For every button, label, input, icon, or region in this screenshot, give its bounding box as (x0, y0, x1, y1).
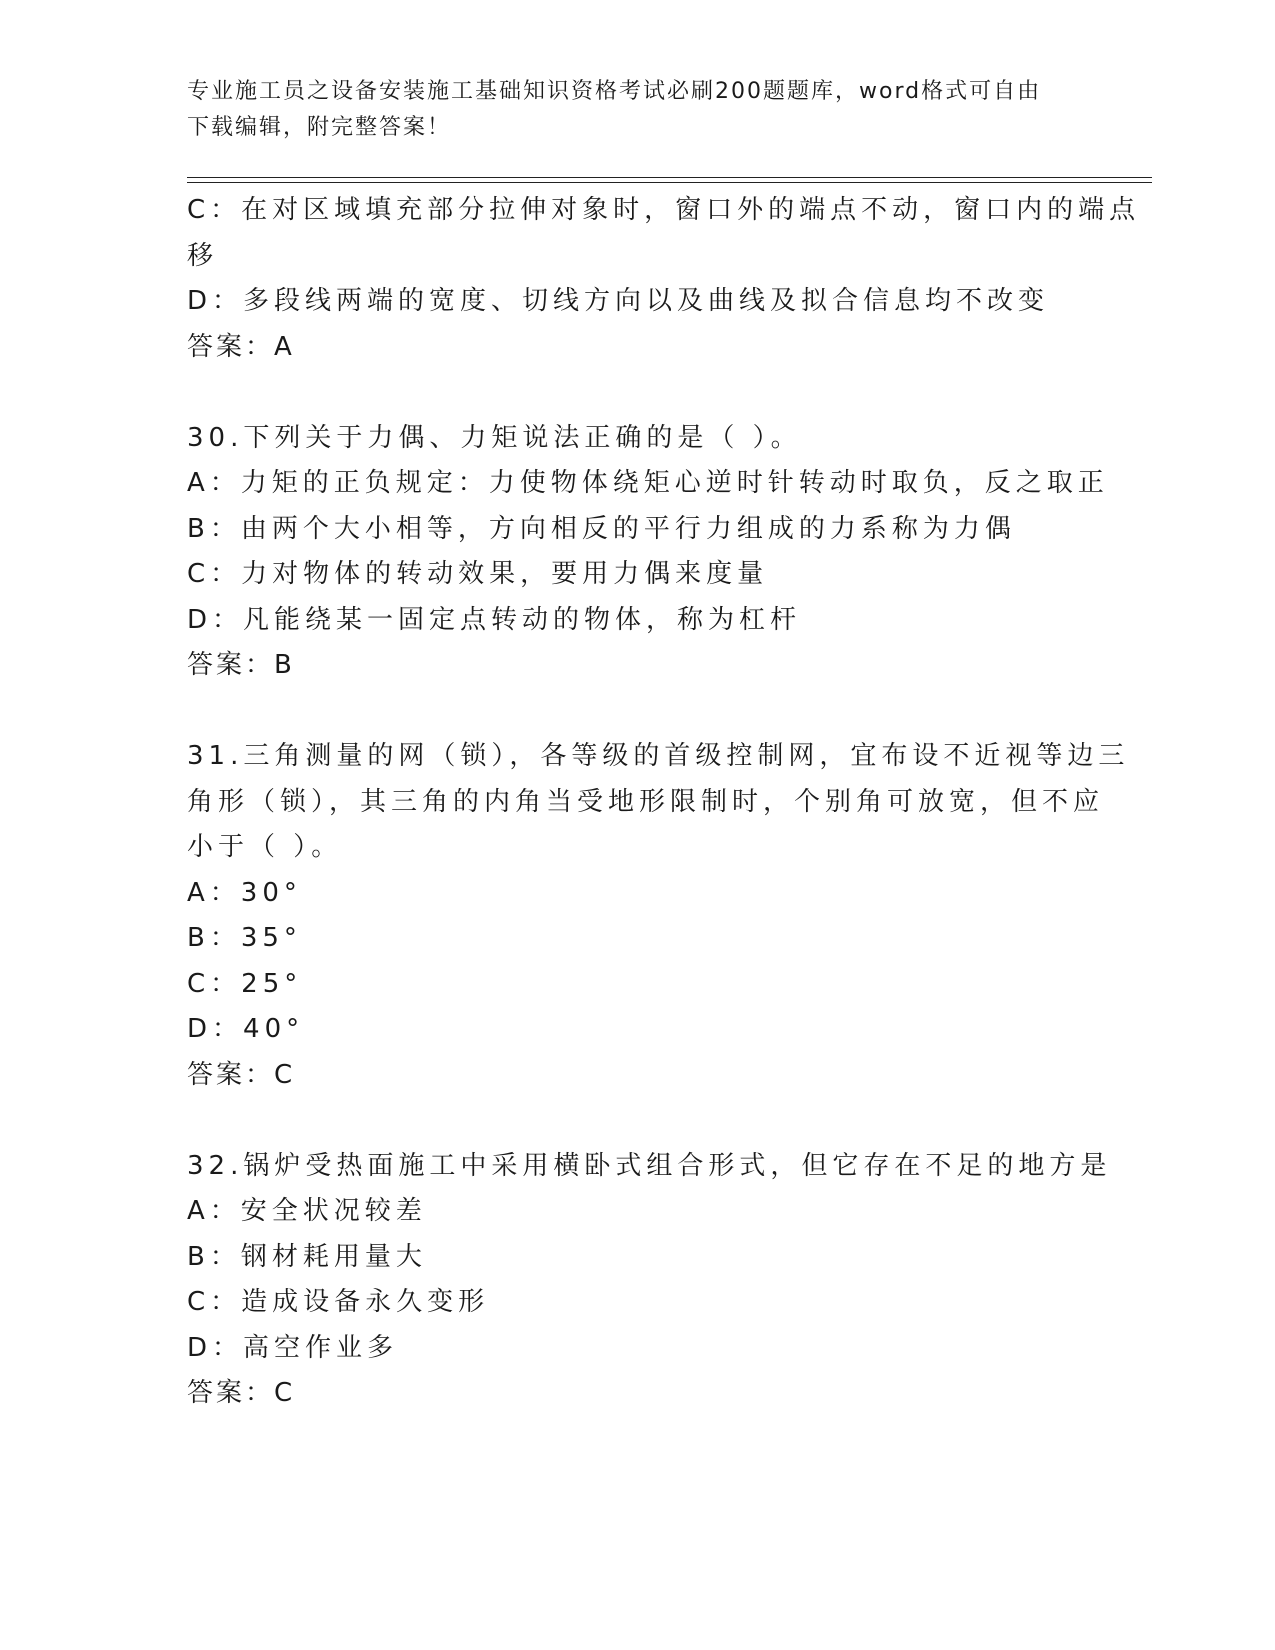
option-c-continued: 移 (187, 240, 219, 271)
answer: 答案：B (187, 650, 295, 680)
option-c: C：25° (187, 968, 303, 999)
header-divider-top (187, 177, 1152, 178)
question-stem: 30.下列关于力偶、力矩说法正确的是（ ）。 (187, 422, 802, 453)
document-header (187, 74, 1067, 146)
option-b: B：由两个大小相等，方向相反的平行力组成的力系称为力偶 (187, 513, 1016, 544)
option-b: B：钢材耗用量大 (187, 1241, 427, 1272)
spacer (187, 1098, 1087, 1144)
answer: 答案：C (187, 1378, 296, 1408)
header-line-1: 专业施工员之设备安装施工基础知识资格考试必刷200题题库，word格式可自由 (187, 79, 1042, 104)
question-stem-line-2: 角形（锁），其三角的内角当受地形限制时，个别角可放宽，但不应 (187, 786, 1105, 817)
question-block-30 (187, 416, 1109, 689)
option-d: D：多段线两端的宽度、切线方向以及曲线及拟合信息均不改变 (187, 286, 1050, 316)
option-c: C：造成设备永久变形 (187, 1287, 490, 1317)
option-d: D：凡能绕某一固定点转动的物体，称为杠杆 (187, 604, 802, 635)
question-stem-line-3: 小于（ ）。 (187, 832, 343, 862)
option-b: B：35° (187, 923, 302, 953)
answer: 答案：A (187, 331, 295, 362)
header-line-2: 下载编辑，附完整答案！ (187, 115, 452, 140)
question-block-29-continued (187, 188, 1141, 370)
option-a: A：安全状况较差 (187, 1196, 427, 1226)
option-a: A：30° (187, 877, 302, 908)
answer: 答案：C (187, 1059, 296, 1090)
question-block-32 (187, 1144, 1112, 1417)
question-stem: 32.锅炉受热面施工中采用横卧式组合形式，但它存在不足的地方是 (187, 1150, 1112, 1181)
spacer (187, 689, 1087, 735)
question-stem-line-1: 31.三角测量的网（锁），各等级的首级控制网，宜布设不近视等边三 (187, 741, 1130, 771)
option-c: C：力对物体的转动效果，要用力偶来度量 (187, 559, 769, 589)
option-d: D：高空作业多 (187, 1332, 399, 1363)
option-d: D：40° (187, 1014, 305, 1044)
question-list (187, 188, 1141, 1417)
header-divider-bottom (187, 182, 1152, 183)
option-c: C：在对区域填充部分拉伸对象时，窗口外的端点不动，窗口内的端点 (187, 195, 1141, 225)
question-block-31 (187, 734, 1130, 1098)
option-a: A：力矩的正负规定：力使物体绕矩心逆时针转动时取负，反之取正 (187, 468, 1109, 498)
spacer (187, 370, 1087, 416)
